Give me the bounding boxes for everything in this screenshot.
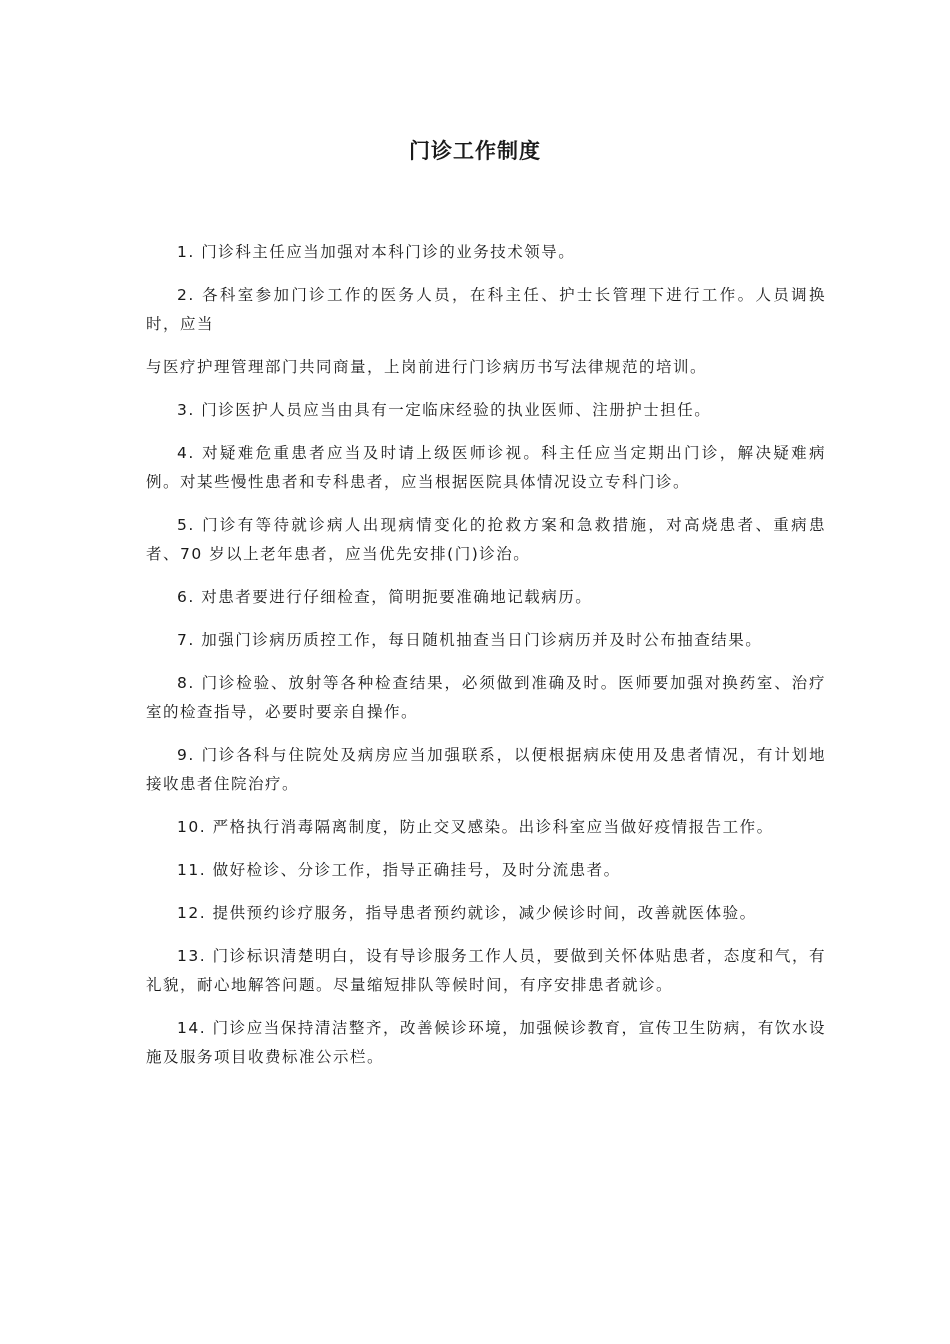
paragraph-3: 3. 门诊医护人员应当由具有一定临床经验的执业医师、注册护士担任。	[177, 401, 712, 419]
paragraph-10: 10. 严格执行消毒隔离制度，防止交叉感染。出诊科室应当做好疫情报告工作。	[177, 818, 774, 836]
paragraph-5: 5. 门诊有等待就诊病人出现病情变化的抢救方案和急救措施，对高烧患者、重病患者、70 岁以上老年患者，应当优先安排(门)诊治。	[146, 516, 826, 563]
paragraph-13: 13. 门诊标识清楚明白，设有导诊服务工作人员，要做到关怀体贴患者，态度和气，有礼貌，耐心地解答问题。尽量缩短排队等候时间，有序安排患者就诊。	[146, 947, 826, 994]
paragraph-6: 6. 对患者要进行仔细检查，简明扼要准确地记载病历。	[177, 588, 593, 606]
paragraph-1: 1. 门诊科主任应当加强对本科门诊的业务技术领导。	[177, 243, 576, 261]
paragraph-7: 7. 加强门诊病历质控工作，每日随机抽查当日门诊病历并及时公布抽查结果。	[177, 631, 763, 649]
paragraph-8: 8. 门诊检验、放射等各种检查结果，必须做到准确及时。医师要加强对换药室、治疗室的检查指导，必要时要亲自操作。	[146, 674, 826, 721]
paragraph-12: 12. 提供预约诊疗服务，指导患者预约就诊，减少候诊时间，改善就医体验。	[177, 904, 757, 922]
document-body	[146, 238, 826, 1086]
paragraph-9: 9. 门诊各科与住院处及病房应当加强联系，以便根据病床使用及患者情况，有计划地接收患者住院治疗。	[146, 746, 826, 793]
paragraph-14: 14. 门诊应当保持清洁整齐，改善候诊环境，加强候诊教育，宣传卫生防病，有饮水设施及服务项目收费标准公示栏。	[146, 1019, 826, 1066]
paragraph-4: 4. 对疑难危重患者应当及时请上级医师诊视。科主任应当定期出门诊，解决疑难病例。对某些慢性患者和专科患者，应当根据医院具体情况设立专科门诊。	[146, 444, 826, 491]
paragraph-11: 11. 做好检诊、分诊工作，指导正确挂号，及时分流患者。	[177, 861, 621, 879]
paragraph-2: 2. 各科室参加门诊工作的医务人员，在科主任、护士长管理下进行工作。人员调换时，应当	[146, 286, 826, 333]
paragraph-2-continued: 与医疗护理管理部门共同商量，上岗前进行门诊病历书写法律规范的培训。	[146, 358, 708, 376]
document-title: 门诊工作制度	[409, 139, 541, 163]
